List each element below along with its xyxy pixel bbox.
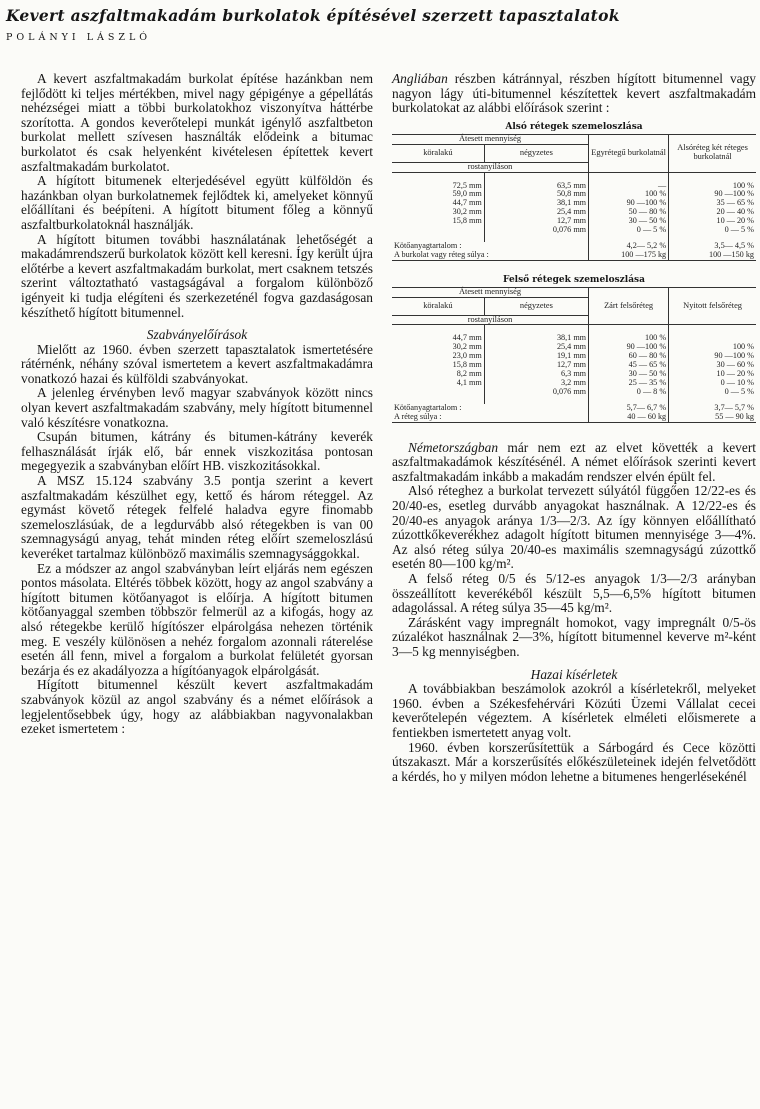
table-cell: 0 — 5 % — [724, 386, 754, 396]
table-cell: 4,1 mm — [392, 379, 484, 388]
header-cell: Egyrétegű burkolatnál — [589, 134, 669, 172]
table-cell: 25,4 mm — [484, 208, 588, 217]
table-cell: 30,2 mm — [392, 208, 484, 217]
header-cell: Átesett mennyiség — [392, 287, 589, 297]
england-intro-text: részben kátránnyal, részben hígított bitumennel vagy nagyon lágy úti-bitumennel készítettek kevert aszfaltmakadám burkolatokat az alábbi előírások szerint : — [392, 71, 756, 116]
table-cell: A burkolat vagy réteg súlya : — [392, 251, 589, 260]
england-intro-em: Angliában — [392, 71, 448, 86]
table-cell: 6,3 mm — [484, 370, 588, 379]
table-cell: Kötőanyagtartalom : — [392, 404, 589, 413]
table-cell: 100 % — [732, 180, 754, 190]
table-title: Felső rétegek szemeloszlása — [503, 274, 645, 285]
header-cell: rostanyiláson — [392, 162, 589, 172]
paragraph: A továbbiakban beszámolok azokról a kísérletekről, melyeket 1960. évben a Székesfehérvári Közúti Üzemi Vállalat cecei keverőtelepén végeztem. A kísérletek elméleti előismerete a fentiekben ismertetett anyag volt. — [392, 681, 756, 740]
header-cell: négyzetes — [484, 297, 588, 315]
table-cell: 0 — 5 % — [724, 225, 754, 235]
header-cell: köralakú — [392, 144, 484, 162]
table-cell: 90 —100 % — [714, 189, 754, 199]
table-cell: 44,7 mm — [392, 199, 484, 208]
table-cell: 12,7 mm — [484, 361, 588, 370]
table-cell: 90 —100 % — [589, 199, 669, 208]
table-cell: 3,7— 5,7 % — [714, 402, 754, 412]
table-cell: 44,7 mm — [392, 334, 484, 343]
table-foot-row — [392, 251, 756, 260]
paragraph: A hígított bitumenek elterjedésével együtt külföldön és hazánkban olyan burkolatnemek fejlődtek ki, amelyeket könnyű előállítani és beépíteni. A hígított bitument főleg a könnyű aszfaltburkolatoknál használják. — [21, 173, 373, 232]
table-foot-row — [392, 404, 756, 413]
table-cell: 90 —100 % — [589, 343, 669, 352]
table-cell: 12,7 mm — [484, 217, 588, 226]
table-cell: 25 — 35 % — [589, 379, 669, 388]
table-cell: 50 — 80 % — [589, 208, 669, 217]
table-cell: A réteg súlya : — [392, 413, 589, 422]
table-cell: 63,5 mm — [484, 182, 588, 191]
table-cell: 50,8 mm — [484, 190, 588, 199]
paragraph: 1960. évben korszerűsítettük a Sárbogárd és Cece közötti útszakaszt. Már a korszerűsítés előkészületeinek idején felvetődött a kérdés, ho y milyen módon lehetne a bitumenes hengerlésekénél — [392, 739, 756, 784]
table-cell: 0,076 mm — [484, 226, 588, 235]
paragraph-text: már nem ezt az elvet követték a kevert aszfaltmakadámok készítésénél. A német előírások szerinti kevert aszfaltmakadám inkább a makadám rendszer elvén épült fel. — [392, 439, 756, 484]
paragraph: A kevert aszfaltmakadám burkolat építése hazánkban nem fejlődött ki teljes mértékben, mivel nagy gépigénye a gépellátás nehézségei miatt a többi burkolatokhoz viszonyítva háttérbe szorította. A gondos keverőtelepi munkát igénylő aszfaltbeton burkolat mellett szívesen használták elődeink a bitumac burkolatot és csak helyenként kivételesen építettek kevert aszfaltmakadám burkolatot. — [21, 71, 373, 174]
table-cell: 30 — 60 % — [716, 360, 754, 370]
section-heading: Hazai kísérletek — [530, 666, 618, 682]
table-cell: 30 — 50 % — [589, 217, 669, 226]
england-intro — [392, 72, 756, 116]
header-cell: rostanyiláson — [392, 315, 589, 325]
table-cell: 0,076 mm — [484, 388, 588, 397]
table-cell: 0 — 5 % — [589, 226, 669, 235]
table-cell — [392, 388, 484, 397]
table-cell: 0 — 8 % — [589, 388, 669, 397]
table-cell: 8,2 mm — [392, 370, 484, 379]
table-cell: 15,8 mm — [392, 217, 484, 226]
paragraph: A hígított bitumen további használatának lehetőségét a makadámrendszerű burkolatok között kell keresni. Így került újra előtérbe a kevert aszfaltmakadám burkolat, mert csaknem tetszés szerint változtatható vastagságával a forgalom különböző igényeit ki tudja elégíteni és szerkezeténél fogva gazdaságosan készíthető hígított bitumennel. — [21, 231, 373, 320]
table-cell: 59,0 mm — [392, 190, 484, 199]
table-foot-row — [392, 413, 756, 422]
upper-layers-table — [392, 275, 756, 423]
paragraph — [392, 441, 756, 485]
paragraph: Alsó réteghez a burkolat tervezett súlyától függően 12/22-es és 20/40-es, esetleg durvább anyagokat használnak. A 12/22-es és 20/40-es anyagok aránya 1/3—2/3. Az így könnyen előállítható zúzottkőkeverékhez adagolt hígított bitumen mennyisége 3—4%. Az alsó réteg súlya 20/40-es maximális szemnagyságú zúzottkő esetén 80—100 kg/m². — [392, 483, 756, 572]
table-cell: 15,8 mm — [392, 361, 484, 370]
header-cell: köralakú — [392, 297, 484, 315]
emphasis: Németországban — [408, 439, 499, 455]
table-cell: 5,7— 6,7 % — [589, 404, 669, 413]
grain-table — [392, 287, 756, 423]
paragraph: Hígított bitumennel készült kevert aszfaltmakadám szabványok közül az angol szabvány és a német előírások a legjelentősebbek úgy, hogy az alábbiakban nagyvonalakban ezeket ismertetem : — [21, 677, 373, 737]
grain-table — [392, 134, 756, 261]
table-cell: Kötőanyagtartalom : — [392, 242, 589, 251]
header-cell: Átesett mennyiség — [392, 134, 589, 144]
paragraph: Ez a módszer az angol szabványban leírt eljárás nem egészen pontos másolata. Eltérés többek között, hogy az angol szabvány a hígított bitumen kötőanyagot is előírja. A hígított bitumen kötőanyaggal szemben többször felmerül az a kifogás, hogy az alsó rétegekbe kerülő hígítószer elpárolgása nehezen történik meg. E veszély különösen a nehéz forgalom azonnali ráterelése esetén áll fenn, mivel a forgalom a burkolat felületét gyorsan bezárja és ez akadályozza a hígítóanyagok elpárolgását. — [21, 560, 373, 678]
header-cell: Zárt felsőréteg — [589, 287, 669, 325]
table-cell: 90 —100 % — [714, 351, 754, 361]
table-row — [392, 226, 756, 235]
table-cell: 30,2 mm — [392, 343, 484, 352]
header-cell: Nyitott felsőréteg — [669, 287, 756, 325]
right-column — [392, 72, 756, 784]
right-column-continued — [392, 441, 756, 785]
table-title: Alsó rétegek szemeloszlása — [505, 121, 643, 132]
header-cell: Alsóréteg két réteges burkolatnál — [669, 134, 756, 172]
table-cell: 23,0 mm — [392, 352, 484, 361]
table-cell: 35 — 65 % — [716, 198, 754, 208]
table-cell: — — [589, 182, 669, 191]
lower-layers-table — [392, 122, 756, 261]
table-cell: 25,4 mm — [484, 343, 588, 352]
table-row — [392, 388, 756, 397]
table-cell: 3,5— 4,5 % — [714, 240, 754, 250]
paragraph: A MSZ 15.124 szabvány 3.5 pontja szerint a kevert aszfaltmakadám készülhet egy, kettő és három réteggel. Az egymást követő rétegek felfelé haladva egyre finomabb szemeloszlásúak, de a legdurvább alsó rétegekben is van 00 szemnagyságú anyag, tehát minden réteg előírt szemeloszlású keveréket tartalmaz különböző maximális szemnagysággokkal. — [21, 473, 373, 561]
paragraph: A jelenleg érvényben levő magyar szabványok között nincs olyan kevert aszfaltmakadám szabvány, mely hígított bitumennel való készítésre vonatkozna. — [21, 385, 373, 430]
section-heading: Szabványelőírások — [146, 327, 248, 343]
table-cell: 100 % — [589, 190, 669, 199]
article-author: POLÁNYI LÁSZLÓ — [6, 32, 152, 43]
table-cell: 38,1 mm — [484, 199, 588, 208]
table-cell: 100 % — [732, 342, 754, 352]
paragraph: A felső réteg 0/5 és 5/12-es anyagok 1/3—2/3 arányban összeállított keverékéből készült 5,5—6,5% hígított bitumen adagolással. A réteg súlya 35—45 kg/m². — [392, 570, 756, 616]
table-cell: 30 — 50 % — [589, 370, 669, 379]
table-cell: 72,5 mm — [392, 182, 484, 191]
table-cell: 4,2— 5,2 % — [589, 242, 669, 251]
table-cell: 45 — 65 % — [589, 361, 669, 370]
table-cell: 100 % — [589, 334, 669, 343]
table-cell: 100 —175 kg — [589, 251, 669, 260]
header-cell: négyzetes — [484, 144, 588, 162]
table-cell: 20 — 40 % — [716, 207, 754, 217]
table-cell: 0 — 10 % — [720, 378, 754, 387]
paragraph: Mielőtt az 1960. évben szerzett tapasztalatok ismertetésére rátérnénk, néhány szóval ismertetem a kevert aszfaltmakadámra vonatkozó hazai és külföldi szabványokat. — [21, 341, 373, 386]
table-cell: 3,2 mm — [484, 379, 588, 388]
paragraph: Zárásként vagy impregnált homokot, vagy impregnált 0/5-ös zúzalékot használnak 2—3%, hígított bitumennel keverve m²-ként 3—5 kg mennyiségben. — [392, 614, 756, 659]
table-cell — [392, 226, 484, 235]
table-cell: 40 — 60 kg — [589, 413, 669, 422]
left-column — [21, 72, 373, 737]
table-cell: 10 — 20 % — [716, 216, 754, 226]
table-cell: 60 — 80 % — [589, 352, 669, 361]
table-cell: 10 — 20 % — [716, 369, 754, 379]
article-title: Kevert aszfaltmakadám burkolatok építésével szerzett tapasztalatok — [6, 6, 620, 25]
table-cell: 100 —150 kg — [669, 251, 756, 260]
table-cell: 55 — 90 kg — [669, 413, 756, 422]
table-cell: 38,1 mm — [484, 334, 588, 343]
table-cell: 19,1 mm — [484, 352, 588, 361]
paragraph: Csupán bitumen, kátrány és bitumen-kátrány keverék felhasználását írják elő, bár ennek viszkozitása pontosan megegyezik a szabványban előírt HB. viszkozitásokkal. — [21, 429, 373, 474]
